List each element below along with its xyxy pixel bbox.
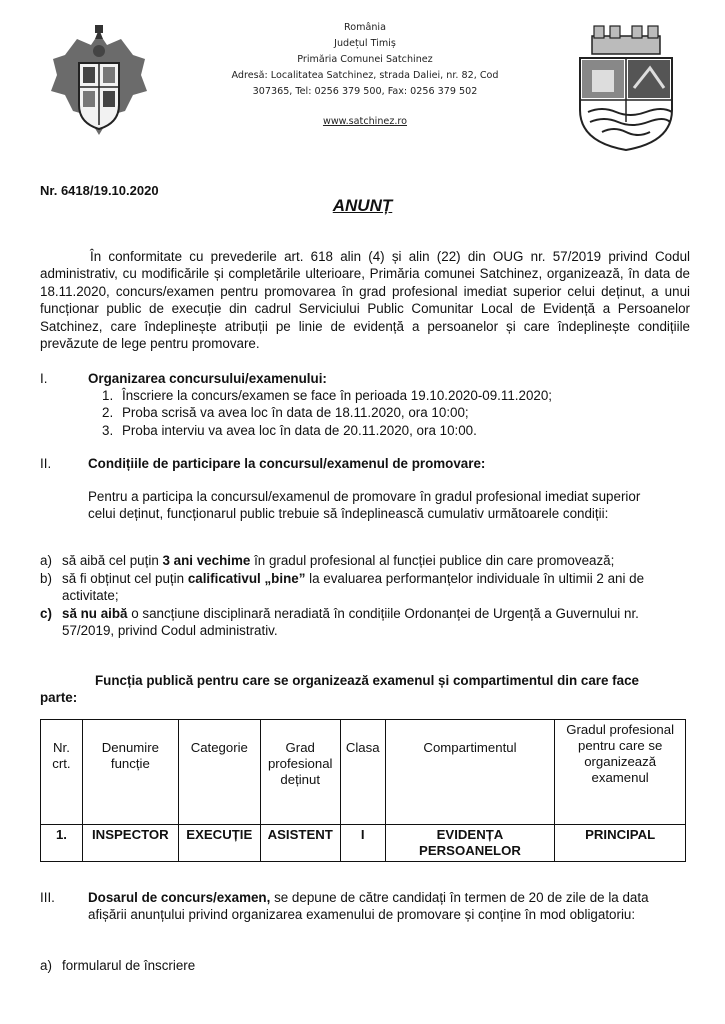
list-item-text: Proba interviu va avea loc în data de 20.11.2020, ora 10:00.	[122, 422, 477, 438]
condition-c-post: o sancțiune disciplinară neradiată în condițiile Ordonanței de Urgență a Guvernului nr. 57/2019, privind Codul administrativ.	[62, 606, 639, 639]
table-cell: INSPECTOR	[82, 825, 178, 862]
condition-a-pre: să aibă cel puțin	[62, 553, 163, 568]
dossier-item-a-text: formularul de înscriere	[62, 958, 196, 973]
letterhead-country: România	[344, 22, 386, 33]
document-number: Nr. 6418/19.10.2020	[40, 183, 159, 198]
table-cell: PRINCIPAL	[555, 825, 686, 862]
condition-b-post: la evaluarea performanțelor individuale în ultimii 2 ani de activitate;	[62, 571, 645, 604]
table-cell: EVIDENȚA PERSOANELOR	[385, 825, 555, 862]
condition-a-bold: 3 ani vechime	[162, 553, 251, 568]
condition-c	[40, 605, 690, 640]
list-item-text: Proba scrisă va avea loc în data de 18.11.2020, ora 10:00;	[122, 405, 469, 421]
list-item	[102, 422, 682, 439]
section-2-heading: Condițiile de participare la concursul/examenul de promovare:	[88, 456, 486, 471]
list-item	[102, 387, 682, 404]
letterhead-institution: Primăria Comunei Satchinez	[297, 54, 433, 65]
condition-b	[40, 570, 660, 605]
section-3-numeral: III.	[40, 890, 55, 905]
document-title: ANUNȚ	[332, 196, 393, 215]
romania-coat-of-arms-logo	[47, 25, 151, 145]
letterhead-address-1: Adresă: Localitatea Satchinez, strada Daliei, nr. 82, Cod	[231, 70, 499, 81]
section-3-bold: Dosarul de concurs/examen,	[88, 890, 271, 905]
intro-paragraph: În conformitate cu prevederile art. 618 alin (4) și alin (22) din OUG nr. 57/2019 privind Codul administrativ, cu modificările și completările ulterioare, Primăria comunei Satchinez, organizează, în data de 18.11.2020, concurs/examen pentru promovarea în grad profesional imediat superior celui deținut, a unui funcționar public de execuție din cadrul Serviciului Public Comunitar Local de Evidență a Persoanelor Satchinez, care îndeplinește atribuții pe linie de evidență a persoanelor și care îndeplinește condițiile prevăzute de lege pentru promovare.	[40, 249, 690, 352]
table-cell: 1.	[41, 825, 83, 862]
table-row	[41, 825, 686, 862]
section-1-numeral: I.	[40, 371, 48, 386]
condition-a-label: a)	[40, 553, 52, 568]
letterhead-address-2: 307365, Tel: 0256 379 500, Fax: 0256 379 502	[252, 86, 478, 97]
table-cell: ASISTENT	[260, 825, 340, 862]
condition-c-bold: să nu aibă	[62, 606, 128, 621]
letterhead-county: Județul Timiș	[334, 38, 396, 49]
dossier-item-a	[40, 957, 195, 974]
table-heading: Funcția publică pentru care se organizează examenul și compartimentul din care face parte:	[40, 673, 639, 706]
section-1-heading: Organizarea concursului/examenului:	[88, 371, 327, 386]
website-link[interactable]: www.satchinez.ro	[322, 116, 408, 127]
section-3-body: se depune de către candidați în termen de 20 de zile de la data afișării anunțului privind organizarea examenului de promovare și conține în mod obligatoriu:	[88, 890, 649, 923]
column-header: Clasa	[340, 720, 385, 825]
column-header: Grad profesional deținut	[260, 720, 340, 825]
condition-a-post: în gradul profesional al funcției publice din care promovează;	[250, 553, 615, 568]
position-table	[40, 719, 686, 862]
table-header-row	[41, 720, 686, 825]
list-item-number: 2.	[102, 405, 114, 421]
list-item-text: Înscriere la concurs/examen se face în perioada 19.10.2020-09.11.2020;	[122, 388, 553, 403]
column-header: Categorie	[178, 720, 260, 825]
column-header: Compartimentul	[385, 720, 555, 825]
column-header: Gradul profesional pentru care se organizează examenul	[555, 720, 686, 825]
table-cell: EXECUȚIE	[178, 825, 260, 862]
section-3-text	[88, 889, 688, 924]
column-header: Denumire funcție	[82, 720, 178, 825]
letterhead	[200, 20, 530, 130]
table-cell: I	[340, 825, 385, 862]
list-item-number: 3.	[102, 422, 114, 438]
column-header: Nr. crt.	[41, 720, 83, 825]
list-item	[102, 404, 682, 421]
condition-b-bold: calificativul „bine”	[187, 571, 306, 586]
condition-a	[40, 552, 692, 569]
satchinez-coat-of-arms-logo	[572, 22, 680, 152]
condition-b-label: b)	[40, 571, 52, 586]
condition-b-pre: să fi obținut cel puțin	[62, 571, 188, 586]
section-2-numeral: II.	[40, 456, 52, 471]
dossier-item-a-label: a)	[40, 958, 52, 973]
section-2-intro: Pentru a participa la concursul/examenul de promovare în gradul profesional imediat superior celui deținut, funcționarul public trebuie să îndeplinească cumulativ următoarele condiții:	[88, 489, 641, 522]
list-item-number: 1.	[102, 388, 114, 403]
condition-c-label: c)	[40, 606, 52, 621]
section-1-list	[102, 387, 682, 439]
